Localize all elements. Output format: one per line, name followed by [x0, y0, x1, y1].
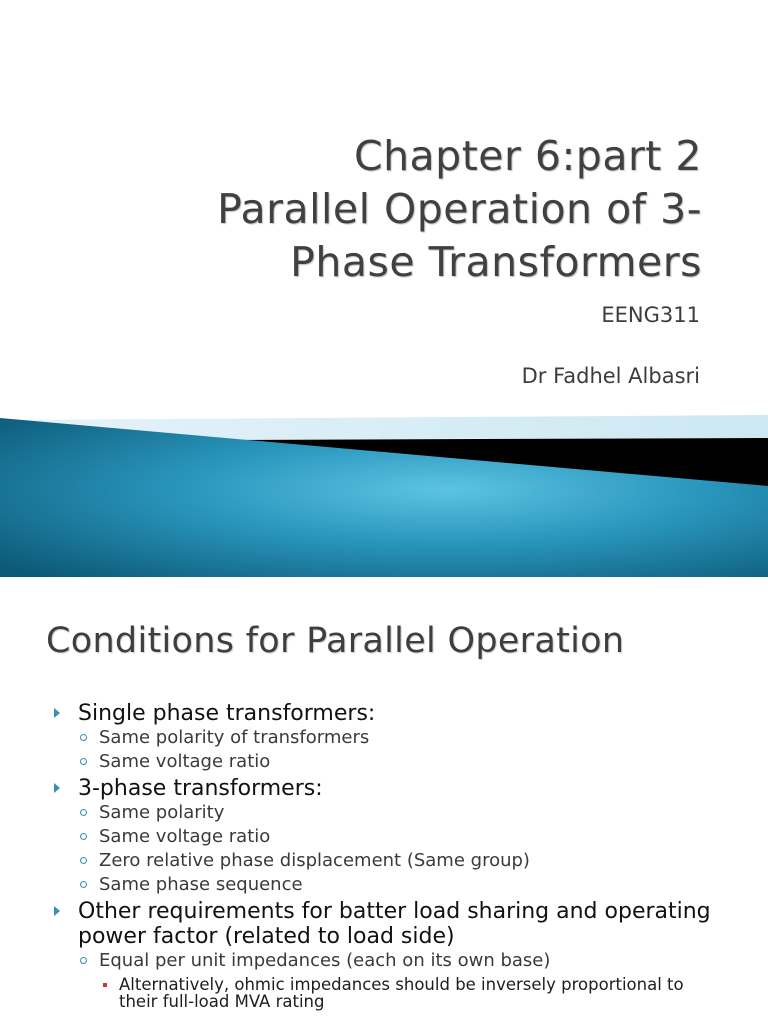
sub-bullet-text: Zero relative phase displacement (Same group) [99, 850, 530, 871]
triangle-arrow-icon [54, 783, 60, 793]
bullet-label: Other requirements for batter load sharing and operating power factor (related to load side) [78, 899, 711, 949]
bullet-other-requirements [0, 899, 768, 949]
sub-bullet-text: Same phase sequence [99, 874, 303, 895]
hollow-circle-icon [80, 809, 87, 816]
hollow-circle-icon [80, 758, 87, 765]
sub-bullet-text: Same polarity of transformers [99, 727, 370, 748]
title-line-2: Parallel Operation of 3- [217, 185, 702, 233]
sub-bullet-text: Same polarity [99, 802, 225, 823]
sub-sub-bullet [0, 976, 768, 1010]
sub-bullet-text: Same voltage ratio [99, 751, 271, 772]
hollow-circle-icon [80, 833, 87, 840]
sub-bullet [0, 949, 768, 973]
slide-title [62, 130, 702, 289]
sub-bullet [0, 849, 768, 873]
sub-bullet-text: Same voltage ratio [99, 826, 271, 847]
title-line-1: Chapter 6:part 2 [353, 132, 702, 180]
hollow-circle-icon [80, 857, 87, 864]
bullet-label: Single phase transformers: [78, 701, 376, 726]
sub-bullet [0, 726, 768, 750]
decorative-banner [0, 410, 768, 577]
bullet-list [0, 699, 768, 1010]
triangle-arrow-icon [54, 708, 60, 718]
author-name: Dr Fadhel Albasri [521, 364, 700, 388]
sub-sub-bullet-text: Alternatively, ohmic impedances should be inversely proportional to their full-load MVA rating [119, 975, 684, 1011]
slide-heading: Conditions for Parallel Operation [46, 621, 625, 661]
hollow-circle-icon [80, 957, 87, 964]
bullet-three-phase [0, 776, 768, 801]
sub-bullet [0, 750, 768, 774]
sub-bullet [0, 825, 768, 849]
hollow-circle-icon [80, 881, 87, 888]
sub-bullet [0, 801, 768, 825]
triangle-arrow-icon [54, 906, 60, 916]
sub-bullet-text: Equal per unit impedances (each on its own base) [99, 950, 551, 971]
small-square-icon [103, 983, 107, 987]
hollow-circle-icon [80, 734, 87, 741]
bullet-single-phase [0, 701, 768, 726]
sub-bullet [0, 873, 768, 897]
bullet-label: 3-phase transformers: [78, 776, 323, 801]
title-line-3: Phase Transformers [290, 238, 702, 286]
course-code: EENG311 [601, 303, 700, 327]
conditions-slide [0, 577, 768, 1024]
